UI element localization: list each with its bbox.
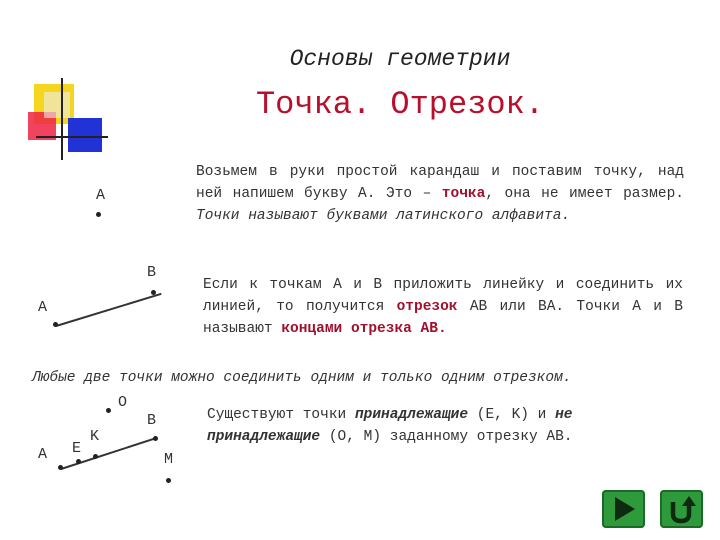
figure2-segment-ab	[56, 293, 162, 327]
figure2-label-b: В	[147, 264, 157, 281]
paragraph1-text-2: , она не имеет размер.	[485, 186, 684, 202]
figure1-point-a	[96, 212, 101, 217]
figure3-point-k	[93, 454, 98, 459]
term-belonging: принадлежащие	[354, 407, 469, 423]
logo-blue-square	[68, 118, 102, 152]
paragraph2-text: Если к точкам А и В приложить линейку и соединить их линией, то получится	[203, 277, 683, 315]
paragraph1-text: Возьмем в руки простой карандаш и поставим точку, над ней напишем букву А. Это –	[196, 164, 684, 202]
figure3-label-k: K	[90, 428, 100, 445]
figure3-point-o	[106, 408, 111, 413]
return-button[interactable]	[660, 490, 703, 528]
paragraph-point-definition	[196, 161, 684, 227]
figure3-label-b: В	[147, 412, 157, 429]
paragraph3-text-2: (E, K) и	[468, 407, 556, 423]
axiom-statement: Любые две точки можно соединить одним и только одним отрезком.	[32, 370, 572, 386]
figure3-point-e	[76, 459, 81, 464]
paragraph3-text: Существуют точки	[207, 407, 355, 423]
term-point: точка	[441, 186, 486, 202]
play-arrow-icon	[602, 490, 645, 528]
figure3-label-e: E	[72, 440, 82, 457]
figure3-point-b	[153, 436, 158, 441]
term-segment-ends: концами отрезка АВ.	[281, 321, 447, 337]
figure3-label-a: А	[38, 446, 48, 463]
figure2-label-a: А	[38, 299, 48, 316]
figure3-point-m	[166, 478, 171, 483]
page-subtitle: Основы геометрии	[289, 46, 511, 72]
figure3-point-a	[58, 465, 63, 470]
figure1-label-a: А	[96, 187, 106, 204]
figure3-label-o: O	[118, 394, 128, 411]
logo-horizontal-line	[36, 136, 108, 138]
paragraph3-text-3: (O, M) заданному отрезку АВ.	[320, 429, 573, 445]
term-not-belonging: не принадлежащие	[207, 407, 573, 445]
term-segment: отрезок	[396, 299, 458, 315]
paragraph1-italic: Точки называют буквами латинского алфавита.	[196, 208, 571, 224]
next-slide-button[interactable]	[602, 490, 645, 528]
paragraph-belonging-points	[207, 404, 683, 448]
page-title: Точка. Отрезок.	[255, 86, 545, 123]
u-turn-return-icon	[660, 490, 703, 528]
paragraph-segment-definition	[203, 274, 683, 340]
figure2-point-b	[151, 290, 156, 295]
figure3-label-m: M	[164, 451, 174, 468]
figure2-point-a	[53, 322, 58, 327]
paragraph2-text-2: АВ или ВА. Точки А и В называют	[203, 299, 683, 337]
